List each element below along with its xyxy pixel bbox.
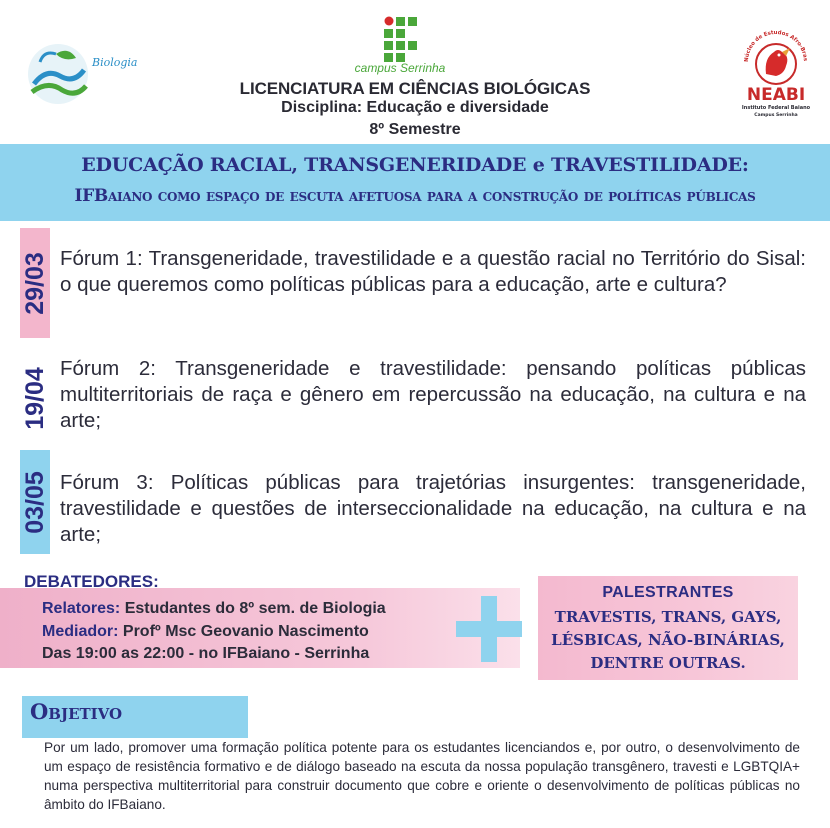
if-logo — [384, 16, 418, 62]
palestrantes-box — [538, 576, 798, 680]
forum-1-date: 29/03 — [20, 251, 49, 315]
forum-1-date-tag — [20, 228, 50, 338]
neabi-sub1: Instituto Federal Baiano — [741, 105, 811, 111]
forum-3-date-tag — [20, 450, 50, 554]
neabi-logo-text: NEABI — [746, 85, 806, 105]
event-title-banner — [0, 144, 830, 221]
biology-logo — [26, 40, 138, 108]
neabi-sub2: Campus Serrinha — [754, 113, 798, 118]
relatores-label: Relatores: — [42, 600, 121, 617]
plus-icon — [456, 596, 522, 662]
mediador-label: Mediador: — [42, 623, 119, 640]
palestrantes-line-2: LÉSBICAS, NÃO-BINÁRIAS, — [551, 631, 785, 649]
forum-2-date-tag — [20, 356, 50, 440]
event-title: EDUCAÇÃO RACIAL, TRANSGENERIDADE e TRAVESTILIDADE: — [81, 154, 749, 176]
mediador-value: Profº Msc Geovanio Nascimento — [118, 623, 369, 640]
discipline-title: Disciplina: Educação e diversidade — [281, 99, 549, 116]
palestrantes-title: PALESTRANTES — [602, 584, 734, 601]
objetivo-tab — [22, 696, 248, 738]
relatores-line — [42, 600, 386, 618]
mediador-line — [42, 623, 369, 641]
palestrantes-line-3: DENTRE OUTRAS. — [590, 654, 746, 672]
objetivo-text: Por um lado, promover uma formação política potente para os estudantes licenciandos e, por outro, o desenvolvimento de um espaço de resistência formativo e de diálogo baseado na escuta da nossa população transgênero, travesti e LGBTQIA+ numa perspectiva multiterritorial para construir documento que cobre e oriente o desenvolvimento de políticas públicas no âmbito do IFBaiano. — [44, 740, 800, 812]
forum-2-date: 19/04 — [20, 366, 49, 430]
semester-label: 8º Semestre — [369, 121, 461, 138]
debatedores-title: DEBATEDORES: — [24, 572, 159, 591]
neabi-logo — [738, 22, 814, 122]
forum-3-date: 03/05 — [20, 470, 49, 534]
palestrantes-line-1: TRAVESTIS, TRANS, GAYS, — [554, 608, 782, 626]
forum-2-description: Fórum 2: Transgeneridade e travestilidade: pensando políticas públicas multiterritoriais de raça e gênero em repercussão na educação, na cultura e na arte; — [60, 357, 806, 432]
forum-3-description: Fórum 3: Políticas públicas para trajetórias insurgentes: transgeneridade, travestilidade e questões de interseccionalidade na educação, na cultura e na arte; — [60, 471, 806, 546]
objetivo-title: Objetivo — [30, 699, 123, 724]
schedule-line: Das 19:00 as 22:00 - no IFBaiano - Serrinha — [42, 645, 370, 662]
event-subtitle: IFBaiano como espaço de escuta afetuosa para a construção de políticas públicas — [74, 186, 756, 206]
course-title: LICENCIATURA EM CIÊNCIAS BIOLÓGICAS — [239, 79, 591, 98]
forum-1-description: Fórum 1: Transgeneridade, travestilidade e a questão racial no Território do Sisal: o que queremos como políticas públicas para a educação, arte e cultura? — [60, 247, 806, 296]
relatores-value: Estudantes do 8º sem. de Biologia — [120, 600, 386, 617]
biology-logo-text: Biologia — [92, 56, 138, 69]
campus-label: campus Serrinha — [354, 61, 446, 75]
neabi-ring-text: Núcleo de Estudos Afro-Bras — [743, 29, 809, 63]
